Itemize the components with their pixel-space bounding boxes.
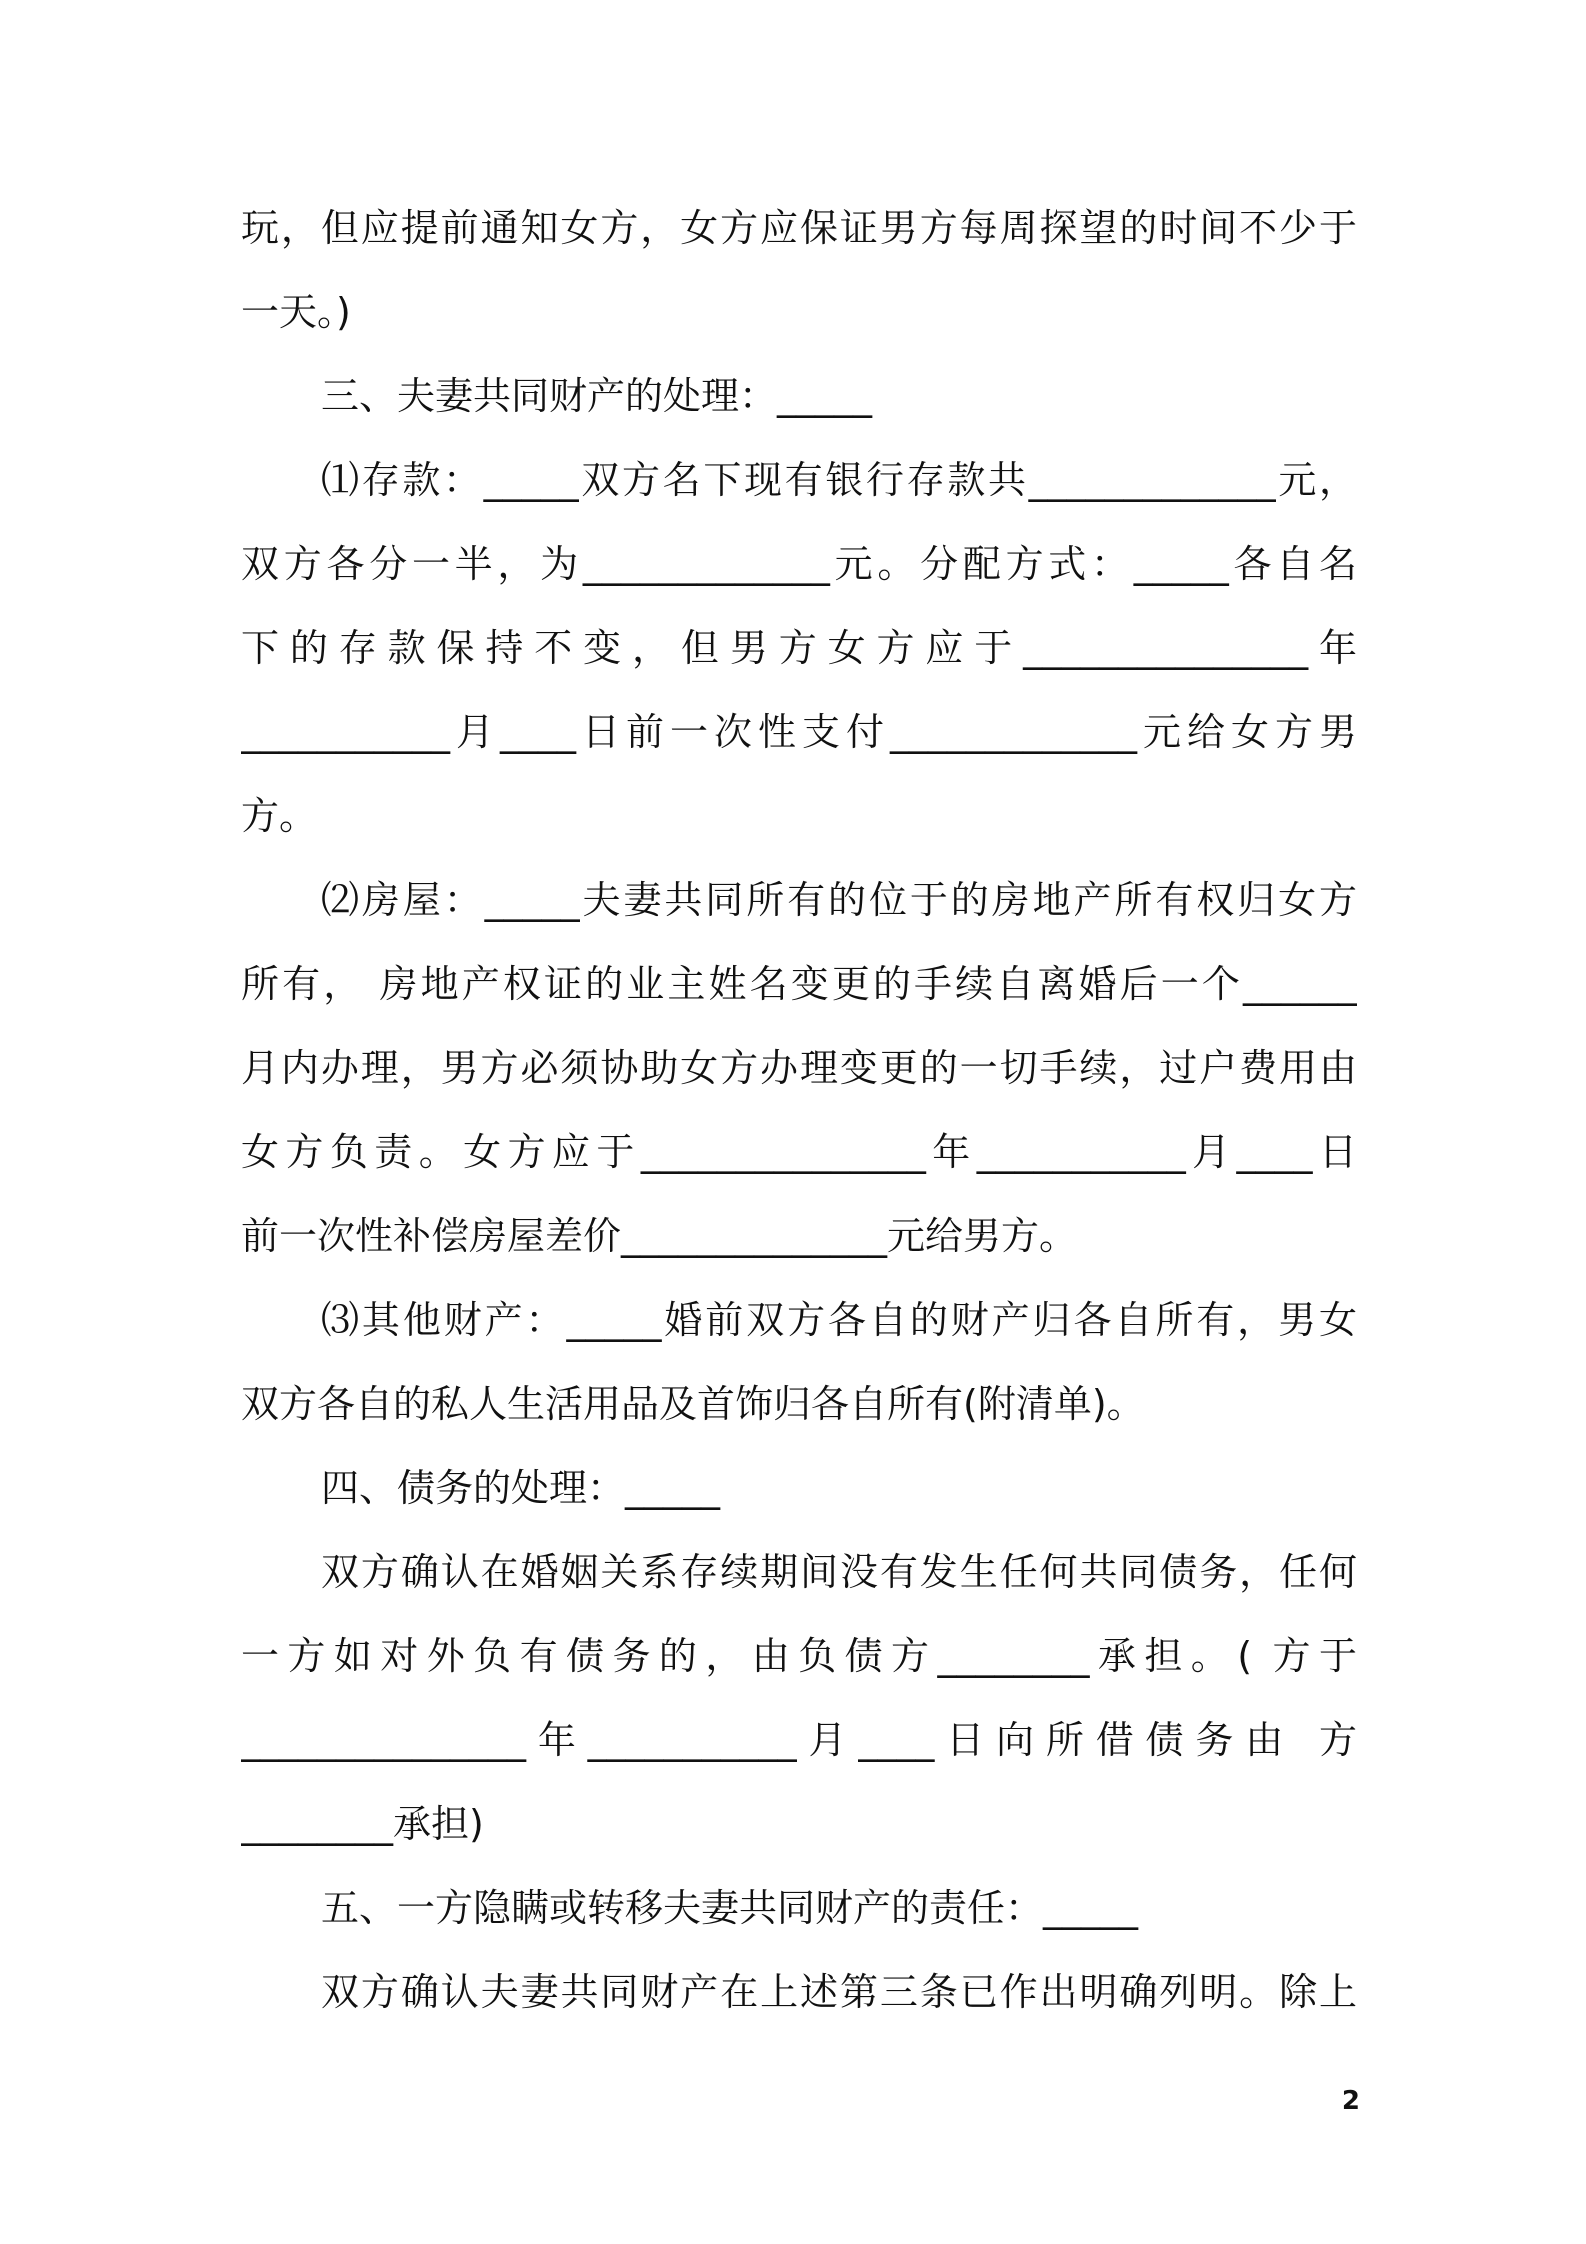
text-line: ⑶其他财产：_____婚前双方各自的财产归各自所有，男女 <box>321 1298 1357 1342</box>
section-heading: 四、债务的处理：_____ <box>321 1466 721 1510</box>
text-line: 月内办理，男方必须协助女方办理变更的一切手续，过户费用由 <box>241 1046 1357 1090</box>
text-line: ___________月____日前一次性支付_____________元给女方男 <box>241 710 1357 754</box>
section-heading: 五、一方隐瞒或转移夫妻共同财产的责任：_____ <box>321 1886 1139 1930</box>
section-heading: 三、夫妻共同财产的处理：_____ <box>321 374 873 418</box>
text-line: ⑵房屋：_____夫妻共同所有的位于的房地产所有权归女方 <box>321 878 1357 922</box>
document-body <box>241 186 1357 2034</box>
text-line: ________承担) <box>241 1802 484 1846</box>
text-line: 玩，但应提前通知女方，女方应保证男方每周探望的时间不少于 <box>241 206 1357 250</box>
text-line: 下的存款保持不变，但男方女方应于_______________年 <box>241 626 1357 670</box>
text-line: 双方各分一半，为_____________元。分配方式：_____各自名 <box>241 542 1357 586</box>
text-line: ⑴存款：_____双方名下现有银行存款共_____________元， <box>321 458 1357 502</box>
text-line: 女方负责。女方应于_______________年___________月____日 <box>241 1130 1357 1174</box>
text-line: 前一次性补偿房屋差价______________元给男方。 <box>241 1214 1078 1258</box>
text-line: 一方如对外负有债务的，由负债方________承担。( 方于 <box>241 1634 1357 1678</box>
page-number: 2 <box>1341 2086 1360 2116</box>
text-line: 双方各自的私人生活用品及首饰归各自所有(附清单)。 <box>241 1382 1145 1426</box>
text-line: 双方确认夫妻共同财产在上述第三条已作出明确列明。除上 <box>321 1970 1357 2014</box>
text-line: 所有， 房地产权证的业主姓名变更的手续自离婚后一个______ <box>241 962 1357 1006</box>
text-line: 一天。) <box>241 290 351 334</box>
text-line: 双方确认在婚姻关系存续期间没有发生任何共同债务，任何 <box>321 1550 1357 1594</box>
text-line: _______________年___________月____日向所借债务由 方 <box>241 1718 1357 1762</box>
text-line: 方。 <box>241 794 318 838</box>
